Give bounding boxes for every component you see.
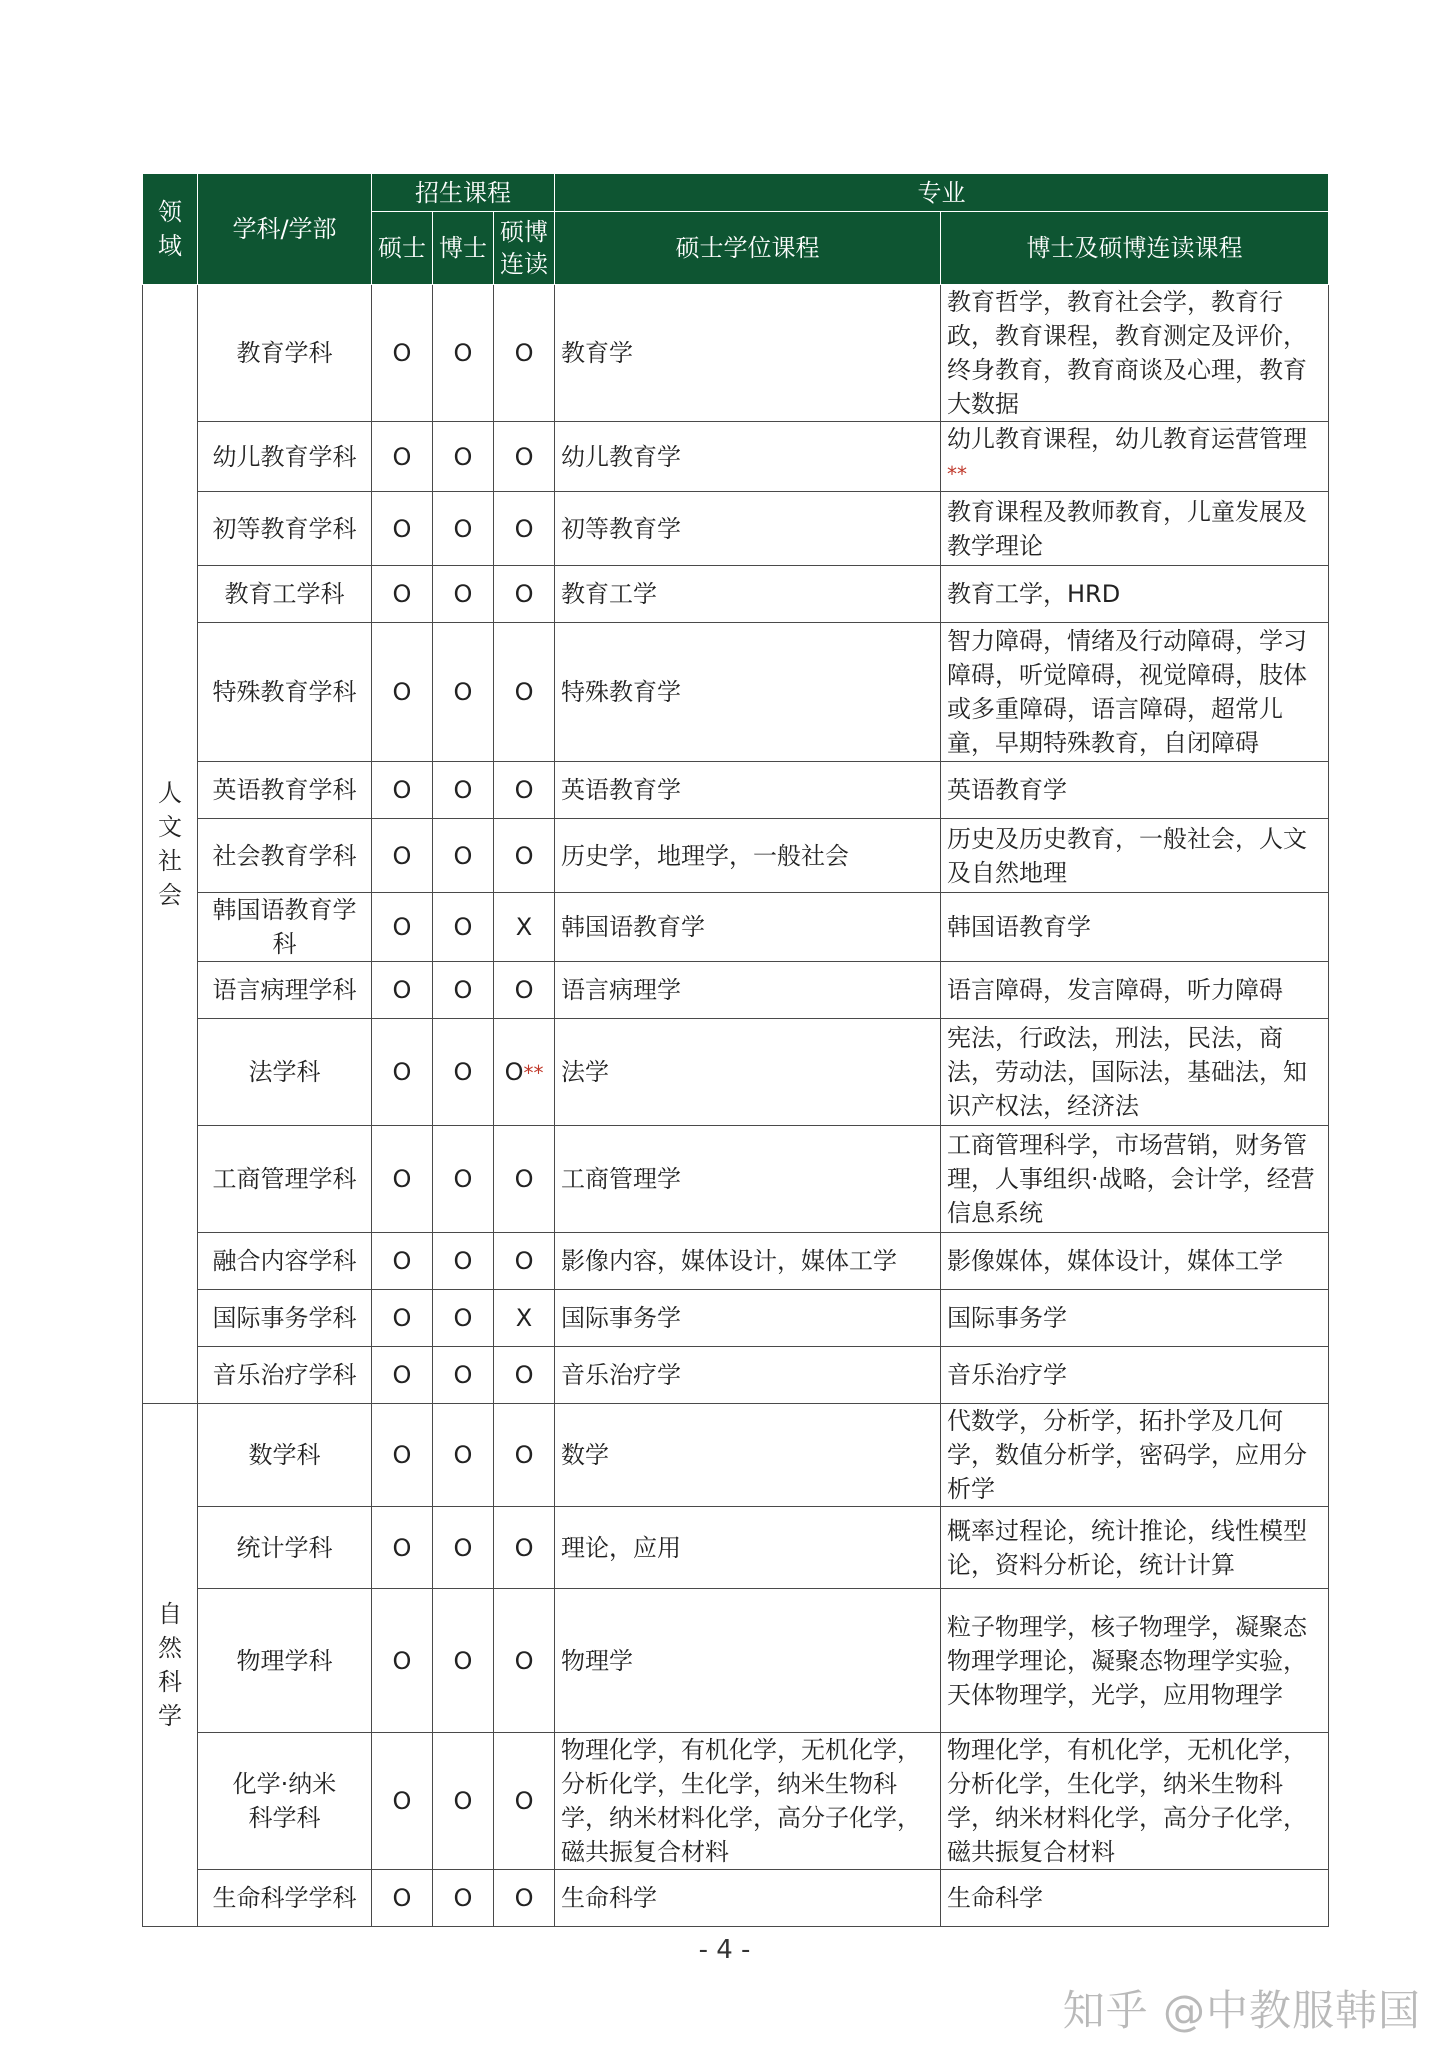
combined-available <box>494 819 555 893</box>
combined-available <box>494 492 555 566</box>
master-available: O <box>372 819 433 893</box>
doctor-course-star: ** <box>947 462 968 486</box>
department-name <box>198 1347 372 1404</box>
domain-natural <box>143 1404 198 1927</box>
domain-label: 自然科学 <box>157 1600 182 1730</box>
master-course: 韩国语教育学 <box>555 893 941 962</box>
combined-mark: O <box>514 1646 534 1675</box>
table-row <box>143 566 1329 623</box>
master-course: 教育学 <box>555 285 941 422</box>
combined-mark: O <box>514 1165 534 1193</box>
table-row <box>143 1233 1329 1290</box>
table-row <box>143 1507 1329 1589</box>
doctor-course <box>941 893 1329 962</box>
department-label: 国际事务学科 <box>212 1304 357 1332</box>
combined-available <box>494 1870 555 1927</box>
doctor-course-text: 教育课程及教师教育，儿童发展及教学理论 <box>947 497 1308 560</box>
page-number: - 4 - <box>698 1935 751 1965</box>
department-label: 语言病理学科 <box>212 976 357 1004</box>
domain-humanities <box>143 285 198 1404</box>
header-master-course: 硕士学位课程 <box>555 212 941 285</box>
doctor-available: O <box>433 962 494 1019</box>
combined-mark: O <box>514 976 534 1004</box>
department-name <box>198 1290 372 1347</box>
combined-star: ** <box>523 1060 544 1085</box>
department-name <box>198 1233 372 1290</box>
doctor-course <box>941 962 1329 1019</box>
doctor-course <box>941 1126 1329 1233</box>
combined-available <box>494 762 555 819</box>
table-row <box>143 1126 1329 1233</box>
department-label: 初等教育学科 <box>212 514 357 543</box>
combined-mark: O <box>514 442 534 471</box>
combined-available <box>494 285 555 422</box>
master-available: O <box>372 1290 433 1347</box>
table-row <box>143 1019 1329 1126</box>
department-name <box>198 1126 372 1233</box>
department-label: 韩国语教育学科 <box>212 896 357 958</box>
doctor-available: O <box>433 819 494 893</box>
doctor-course <box>941 1233 1329 1290</box>
department-name <box>198 492 372 566</box>
table-row <box>143 1589 1329 1733</box>
doctor-course-text: 音乐治疗学 <box>947 1361 1068 1389</box>
master-available: O <box>372 1233 433 1290</box>
combined-mark: O <box>514 1533 534 1562</box>
doctor-available: O <box>433 1404 494 1507</box>
doctor-course <box>941 819 1329 893</box>
doctor-available: O <box>433 623 494 762</box>
table-row <box>143 1290 1329 1347</box>
combined-mark: X <box>515 1304 533 1332</box>
header-doctor: 博士 <box>433 212 494 285</box>
master-course: 生命科学 <box>555 1870 941 1927</box>
combined-available <box>494 1347 555 1404</box>
department-label: 生命科学学科 <box>212 1884 357 1912</box>
doctor-course <box>941 1870 1329 1927</box>
master-available: O <box>372 566 433 623</box>
master-available: O <box>372 492 433 566</box>
doctor-course <box>941 1507 1329 1589</box>
master-course: 语言病理学 <box>555 962 941 1019</box>
combined-mark: O <box>514 841 534 870</box>
department-name <box>198 1733 372 1870</box>
doctor-course-text: 粒子物理学，核子物理学，凝聚态物理学理论，凝聚态物理学实验，天体物理学，光学，应用物理学 <box>947 1612 1308 1709</box>
doctor-course <box>941 1290 1329 1347</box>
master-course: 影像内容，媒体设计，媒体工学 <box>555 1233 941 1290</box>
combined-available <box>494 1233 555 1290</box>
master-available: O <box>372 1126 433 1233</box>
department-name <box>198 1404 372 1507</box>
combined-available <box>494 566 555 623</box>
master-available: O <box>372 962 433 1019</box>
master-available: O <box>372 1347 433 1404</box>
doctor-available: O <box>433 762 494 819</box>
master-course: 特殊教育学 <box>555 623 941 762</box>
department-label: 工商管理学科 <box>212 1165 357 1193</box>
department-label: 教育工学科 <box>224 580 345 608</box>
doctor-course-text: 物理化学，有机化学，无机化学，分析化学，生化学，纳米生物科学，纳米材料化学，高分子化学，磁共振复合材料 <box>947 1736 1308 1866</box>
table-row <box>143 1404 1329 1507</box>
doctor-course <box>941 1589 1329 1733</box>
master-available: O <box>372 1507 433 1589</box>
doctor-available: O <box>433 1733 494 1870</box>
department-name <box>198 566 372 623</box>
combined-available <box>494 1733 555 1870</box>
department-name <box>198 285 372 422</box>
master-course: 音乐治疗学 <box>555 1347 941 1404</box>
department-label: 法学科 <box>248 1058 321 1086</box>
table-row <box>143 492 1329 566</box>
doctor-available: O <box>433 492 494 566</box>
table-row <box>143 285 1329 422</box>
doctor-available: O <box>433 1290 494 1347</box>
combined-available <box>494 1589 555 1733</box>
header-major-group: 专业 <box>555 174 1329 212</box>
department-label: 数学科 <box>248 1441 321 1469</box>
table-row <box>143 819 1329 893</box>
programs-table <box>142 173 1329 1927</box>
table-row <box>143 893 1329 962</box>
doctor-course-text: 幼儿教育课程，幼儿教育运营管理 <box>947 425 1308 453</box>
header-combined: 硕博连读 <box>494 212 555 285</box>
combined-available <box>494 623 555 762</box>
header-domain: 领域 <box>143 174 198 285</box>
doctor-course <box>941 1733 1329 1870</box>
combined-available <box>494 422 555 492</box>
master-available: O <box>372 1589 433 1733</box>
doctor-course-text: 代数学，分析学，拓扑学及几何学，数值分析学，密码学，应用分析学 <box>947 1407 1308 1503</box>
doctor-available: O <box>433 1347 494 1404</box>
combined-mark: X <box>515 913 533 941</box>
master-course: 英语教育学 <box>555 762 941 819</box>
doctor-course-text: 工商管理科学，市场营销，财务管理，人事组织·战略，会计学，经营信息系统 <box>947 1131 1315 1227</box>
doctor-available: O <box>433 1019 494 1126</box>
master-available: O <box>372 1019 433 1126</box>
combined-available <box>494 893 555 962</box>
table-row <box>143 1347 1329 1404</box>
doctor-course-text: 国际事务学 <box>947 1304 1068 1332</box>
department-name <box>198 422 372 492</box>
combined-available <box>494 1019 555 1126</box>
master-course: 物理学 <box>555 1589 941 1733</box>
department-label: 幼儿教育学科 <box>212 442 357 471</box>
table-row <box>143 623 1329 762</box>
doctor-course-text: 概率过程论，统计推论，线性模型论，资料分析论，统计计算 <box>947 1516 1308 1579</box>
doctor-available: O <box>433 1870 494 1927</box>
combined-available <box>494 1126 555 1233</box>
combined-available <box>494 962 555 1019</box>
watermark: 知乎 @中教服韩国 <box>1062 1986 1421 2035</box>
combined-available <box>494 1290 555 1347</box>
doctor-course-text: 英语教育学 <box>947 776 1068 804</box>
doctor-course-text: 教育哲学，教育社会学，教育行政，教育课程，教育测定及评价，终身教育，教育商谈及心理，教育大数据 <box>947 288 1308 418</box>
master-available: O <box>372 893 433 962</box>
combined-available <box>494 1404 555 1507</box>
master-course: 物理化学，有机化学，无机化学，分析化学，生化学，纳米生物科学，纳米材料化学，高分子化学，磁共振复合材料 <box>555 1733 941 1870</box>
master-course: 初等教育学 <box>555 492 941 566</box>
combined-mark: O <box>514 514 534 543</box>
domain-label: 人文社会 <box>157 779 182 909</box>
master-available: O <box>372 422 433 492</box>
department-label: 特殊教育学科 <box>212 678 357 706</box>
master-course: 理论，应用 <box>555 1507 941 1589</box>
doctor-course <box>941 285 1329 422</box>
doctor-course <box>941 1404 1329 1507</box>
doctor-course-text: 生命科学 <box>947 1884 1044 1912</box>
master-available: O <box>372 762 433 819</box>
doctor-course <box>941 1347 1329 1404</box>
master-course: 国际事务学 <box>555 1290 941 1347</box>
table-row <box>143 762 1329 819</box>
doctor-available: O <box>433 422 494 492</box>
master-course: 工商管理学 <box>555 1126 941 1233</box>
department-name <box>198 819 372 893</box>
master-available: O <box>372 1404 433 1507</box>
doctor-course-text: 智力障碍，情绪及行动障碍，学习障碍，听觉障碍，视觉障碍，肢体或多重障碍，语言障碍，超常儿童，早期特殊教育，自闭障碍 <box>947 627 1308 757</box>
combined-mark: O <box>514 580 534 608</box>
combined-mark: O <box>514 1361 534 1389</box>
combined-mark: O <box>514 678 534 706</box>
department-name <box>198 1507 372 1589</box>
master-course: 法学 <box>555 1019 941 1126</box>
table-row <box>143 1733 1329 1870</box>
department-label: 音乐治疗学科 <box>212 1361 357 1389</box>
master-course: 教育工学 <box>555 566 941 623</box>
master-available: O <box>372 1870 433 1927</box>
doctor-course-text: 影像媒体，媒体设计，媒体工学 <box>947 1247 1284 1275</box>
master-course: 幼儿教育学 <box>555 422 941 492</box>
master-course: 数学 <box>555 1404 941 1507</box>
doctor-course <box>941 1019 1329 1126</box>
master-available: O <box>372 285 433 422</box>
combined-mark: O <box>514 1247 534 1275</box>
department-label: 融合内容学科 <box>212 1247 357 1275</box>
combined-mark: O <box>504 1057 524 1086</box>
doctor-available: O <box>433 285 494 422</box>
doctor-course <box>941 566 1329 623</box>
department-name <box>198 1870 372 1927</box>
master-available: O <box>372 1733 433 1870</box>
doctor-course <box>941 492 1329 566</box>
doctor-available: O <box>433 1507 494 1589</box>
combined-mark: O <box>514 776 534 804</box>
header-department: 学科/学部 <box>198 174 372 285</box>
doctor-course-text: 历史及历史教育，一般社会，人文及自然地理 <box>947 824 1308 887</box>
header-master: 硕士 <box>372 212 433 285</box>
master-course: 历史学，地理学，一般社会 <box>555 819 941 893</box>
doctor-course-text: 语言障碍，发言障碍，听力障碍 <box>947 976 1284 1004</box>
department-name <box>198 623 372 762</box>
table-row <box>143 962 1329 1019</box>
doctor-available: O <box>433 566 494 623</box>
department-label: 教育学科 <box>236 339 333 367</box>
table-row <box>143 1870 1329 1927</box>
doctor-available: O <box>433 1126 494 1233</box>
doctor-available: O <box>433 1589 494 1733</box>
department-name <box>198 893 372 962</box>
department-label: 化学·纳米科学科 <box>232 1770 337 1832</box>
department-label: 社会教育学科 <box>212 841 357 870</box>
doctor-course-text: 宪法，行政法，刑法，民法，商法，劳动法，国际法，基础法，知识产权法，经济法 <box>947 1024 1308 1120</box>
doctor-available: O <box>433 1233 494 1290</box>
combined-mark: O <box>514 1441 534 1469</box>
department-name <box>198 1019 372 1126</box>
department-label: 统计学科 <box>236 1533 333 1562</box>
combined-mark: O <box>514 1787 534 1815</box>
department-name <box>198 962 372 1019</box>
doctor-course-text: 教育工学，HRD <box>947 580 1121 608</box>
department-label: 物理学科 <box>236 1646 333 1675</box>
doctor-course-text: 韩国语教育学 <box>947 913 1092 941</box>
table-row <box>143 422 1329 492</box>
doctor-course <box>941 623 1329 762</box>
department-name <box>198 1589 372 1733</box>
doctor-available: O <box>433 893 494 962</box>
header-admission-group: 招生课程 <box>372 174 555 212</box>
master-available: O <box>372 623 433 762</box>
combined-available <box>494 1507 555 1589</box>
department-label: 英语教育学科 <box>212 776 357 804</box>
programs-body <box>143 285 1329 1927</box>
doctor-course <box>941 762 1329 819</box>
doctor-course <box>941 422 1329 492</box>
combined-mark: O <box>514 339 534 367</box>
combined-mark: O <box>514 1884 534 1912</box>
header-doctor-course: 博士及硕博连读课程 <box>941 212 1329 285</box>
department-name <box>198 762 372 819</box>
